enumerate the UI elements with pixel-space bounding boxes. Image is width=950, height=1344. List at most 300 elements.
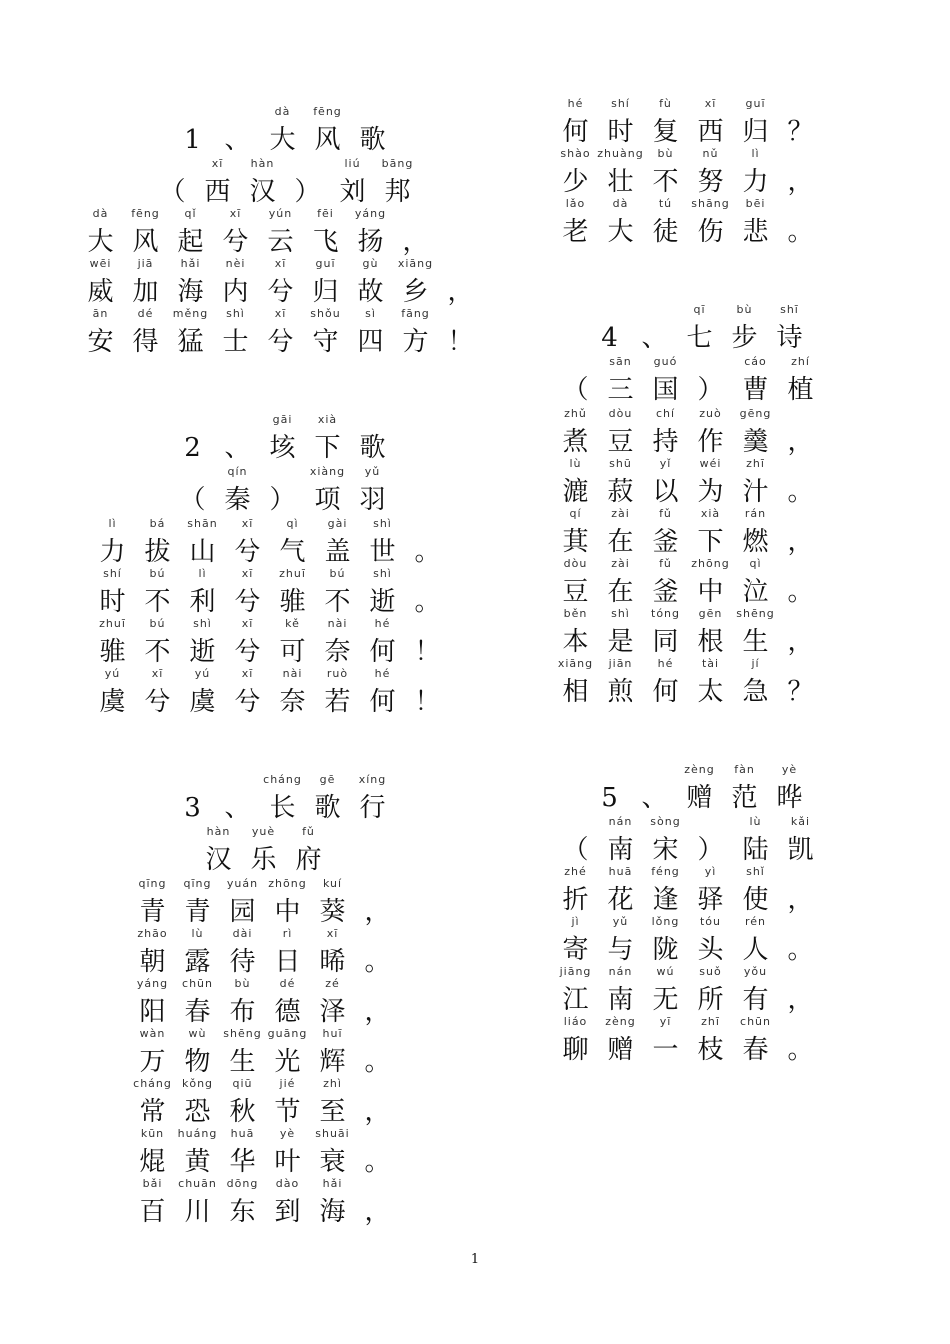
hanzi: 步 — [731, 323, 758, 353]
hanzi: ！ — [414, 637, 441, 667]
glyph — [598, 507, 643, 562]
glyph — [78, 207, 123, 262]
pinyin: zhì — [323, 1077, 342, 1090]
glyph — [315, 617, 360, 672]
pinyin: zé — [325, 977, 340, 990]
pinyin: hǎi — [322, 1177, 343, 1190]
hanzi: 大 — [87, 227, 114, 257]
hanzi: 风 — [132, 227, 159, 257]
glyph — [123, 257, 168, 312]
glyph — [175, 1127, 220, 1182]
hanzi: 少 — [562, 167, 589, 197]
pinyin: suǒ — [699, 965, 722, 978]
hanzi: 范 — [731, 783, 758, 813]
glyph — [220, 1027, 265, 1082]
hanzi: 力 — [742, 167, 769, 197]
pinyin: gēn — [698, 607, 723, 620]
pinyin: sān — [609, 355, 632, 368]
hanzi: 急 — [742, 677, 769, 707]
pinyin: xī — [241, 667, 254, 680]
hanzi: 三 — [607, 375, 634, 405]
glyph — [393, 307, 438, 362]
poem-verse-line — [553, 865, 823, 920]
hanzi: 衰 — [319, 1147, 346, 1177]
glyph — [643, 607, 688, 662]
hanzi: 。 — [414, 587, 441, 617]
hanzi: ， — [787, 985, 814, 1015]
hanzi: 黄 — [184, 1147, 211, 1177]
hanzi: 府 — [295, 845, 322, 875]
glyph — [215, 120, 260, 160]
glyph — [130, 1027, 175, 1082]
poem-verse-line — [553, 965, 823, 1020]
glyph — [90, 567, 135, 622]
glyph — [767, 763, 812, 818]
hanzi: 兮 — [234, 687, 261, 717]
hanzi: 东 — [229, 1197, 256, 1227]
glyph — [195, 157, 240, 212]
hanzi: 汉 — [249, 177, 276, 207]
hanzi: 羽 — [359, 485, 386, 515]
poem-verse-line — [553, 457, 823, 512]
glyph — [598, 457, 643, 512]
glyph — [130, 1077, 175, 1132]
hanzi: 釜 — [652, 577, 679, 607]
hanzi: 诗 — [776, 323, 803, 353]
pinyin: sì — [365, 307, 376, 320]
pinyin: zhāo — [137, 927, 168, 940]
pinyin: féng — [651, 865, 680, 878]
hanzi: 凯 — [787, 835, 814, 865]
glyph — [175, 927, 220, 982]
pinyin: fēi — [317, 207, 334, 220]
pinyin: cáo — [744, 355, 767, 368]
glyph — [265, 977, 310, 1032]
hanzi: 若 — [324, 687, 351, 717]
glyph — [130, 977, 175, 1032]
pinyin: fēng — [313, 105, 342, 118]
hanzi: 乐 — [250, 845, 277, 875]
glyph — [553, 457, 598, 512]
pinyin: hàn — [250, 157, 275, 170]
glyph — [225, 667, 270, 722]
pinyin: shào — [560, 147, 591, 160]
glyph — [220, 977, 265, 1032]
glyph — [78, 257, 123, 312]
glyph — [722, 763, 767, 818]
glyph — [405, 532, 450, 572]
poem-verse-line — [553, 1015, 823, 1070]
pinyin: kě — [285, 617, 300, 630]
glyph — [778, 355, 823, 410]
glyph — [303, 307, 348, 362]
pinyin: hàn — [206, 825, 231, 838]
pinyin: hé — [374, 617, 391, 630]
pinyin: sòng — [650, 815, 681, 828]
hanzi: 大 — [269, 125, 296, 155]
pinyin: qīng — [138, 877, 167, 890]
pinyin: zhōng — [268, 877, 307, 890]
glyph — [598, 557, 643, 612]
pinyin: bú — [149, 617, 166, 630]
pinyin: fǔ — [302, 825, 315, 838]
pinyin: yú — [104, 667, 121, 680]
hanzi: 南 — [607, 835, 634, 865]
glyph — [438, 322, 483, 362]
glyph — [553, 865, 598, 920]
glyph — [135, 517, 180, 572]
hanzi: 壮 — [607, 167, 634, 197]
hanzi: 陆 — [742, 835, 769, 865]
glyph — [220, 1177, 265, 1232]
glyph — [220, 1077, 265, 1132]
pinyin: zhí — [791, 355, 810, 368]
glyph — [130, 1127, 175, 1182]
poem-verse-line — [78, 207, 438, 262]
glyph — [350, 428, 395, 468]
hanzi: 骓 — [99, 637, 126, 667]
pinyin: zuò — [699, 407, 722, 420]
hanzi: ） — [269, 485, 296, 515]
glyph — [350, 773, 395, 828]
hanzi: 使 — [742, 885, 769, 915]
hanzi: 。 — [787, 1035, 814, 1065]
hanzi: 努 — [697, 167, 724, 197]
glyph — [310, 1027, 355, 1082]
pinyin: yè — [781, 763, 798, 776]
hanzi: 泽 — [319, 997, 346, 1027]
glyph — [241, 825, 286, 880]
glyph — [643, 815, 688, 870]
hanzi: 寄 — [562, 935, 589, 965]
glyph — [733, 657, 778, 712]
hanzi: 同 — [652, 627, 679, 657]
hanzi: 威 — [87, 277, 114, 307]
pinyin: shēng — [736, 607, 775, 620]
hanzi: 与 — [607, 935, 634, 965]
hanzi: 在 — [607, 527, 634, 557]
pinyin: hé — [657, 657, 674, 670]
glyph — [123, 207, 168, 262]
pinyin: fǔ — [659, 507, 672, 520]
glyph — [688, 657, 733, 712]
glyph — [90, 667, 135, 722]
poem-verse-line — [553, 147, 823, 202]
poem-verse-line — [90, 667, 450, 722]
glyph — [688, 147, 733, 202]
glyph — [270, 617, 315, 672]
glyph — [733, 607, 778, 662]
glyph — [305, 773, 350, 828]
hanzi: 阳 — [139, 997, 166, 1027]
glyph — [135, 667, 180, 722]
hanzi: 百 — [139, 1197, 166, 1227]
pinyin: xiāng — [397, 257, 434, 270]
glyph — [405, 582, 450, 622]
glyph — [135, 617, 180, 672]
glyph — [553, 197, 598, 252]
pinyin: gēng — [739, 407, 772, 420]
pinyin: xī — [241, 517, 254, 530]
hanzi: 、 — [224, 125, 251, 155]
hanzi: 复 — [652, 117, 679, 147]
hanzi: 川 — [184, 1197, 211, 1227]
pinyin: guó — [653, 355, 678, 368]
glyph — [360, 617, 405, 672]
poem-title — [587, 763, 812, 818]
pinyin: dà — [612, 197, 629, 210]
pinyin: yáng — [136, 977, 169, 990]
pinyin: dōng — [226, 1177, 259, 1190]
pinyin: yáng — [354, 207, 387, 220]
glyph — [348, 257, 393, 312]
glyph — [553, 370, 598, 410]
poem-verse-line — [90, 567, 450, 622]
hanzi: 。 — [364, 1147, 391, 1177]
pinyin: qǐ — [184, 207, 197, 220]
glyph — [733, 965, 778, 1020]
glyph — [180, 617, 225, 672]
glyph — [130, 1177, 175, 1232]
glyph — [170, 428, 215, 468]
glyph — [733, 1015, 778, 1070]
glyph — [270, 667, 315, 722]
pinyin: huā — [230, 1127, 255, 1140]
glyph — [213, 257, 258, 312]
hanzi: 扬 — [357, 227, 384, 257]
hanzi: ， — [787, 627, 814, 657]
poem-verse-line — [130, 1027, 400, 1082]
pinyin: bá — [149, 517, 166, 530]
glyph — [310, 1177, 355, 1232]
pinyin: zhōng — [691, 557, 730, 570]
hanzi: 一 — [652, 1035, 679, 1065]
glyph — [360, 667, 405, 722]
pinyin: tài — [701, 657, 720, 670]
hanzi: 故 — [357, 277, 384, 307]
glyph — [258, 307, 303, 362]
glyph — [135, 567, 180, 622]
hanzi: 花 — [607, 885, 634, 915]
glyph — [310, 1077, 355, 1132]
pinyin: lù — [749, 815, 762, 828]
glyph — [733, 147, 778, 202]
hanzi: 。 — [414, 537, 441, 567]
pinyin: lì — [108, 517, 117, 530]
pinyin: zhé — [564, 865, 587, 878]
glyph — [778, 162, 823, 202]
hanzi: 赠 — [607, 1035, 634, 1065]
glyph — [130, 927, 175, 982]
glyph — [643, 657, 688, 712]
glyph — [310, 877, 355, 932]
glyph — [303, 257, 348, 312]
glyph — [688, 965, 733, 1020]
hanzi: 国 — [652, 375, 679, 405]
hanzi: 折 — [562, 885, 589, 915]
pinyin: shì — [373, 517, 392, 530]
glyph — [597, 147, 644, 202]
pinyin: yú — [194, 667, 211, 680]
pinyin: dòu — [563, 557, 588, 570]
pinyin: yuè — [251, 825, 276, 838]
pinyin: cháng — [263, 773, 302, 786]
pinyin: chūn — [740, 1015, 771, 1028]
glyph — [305, 413, 350, 468]
glyph — [170, 120, 215, 160]
hanzi: 骓 — [279, 587, 306, 617]
poem-verse-line — [130, 877, 400, 932]
glyph — [643, 865, 688, 920]
poem-verse-line — [130, 977, 400, 1032]
hanzi: ？ — [787, 677, 814, 707]
hanzi: ， — [364, 997, 391, 1027]
glyph — [90, 517, 135, 572]
hanzi: 煎 — [607, 677, 634, 707]
poem-verse-line — [553, 607, 823, 662]
hanzi: 中 — [697, 577, 724, 607]
hanzi: 逢 — [652, 885, 679, 915]
glyph — [598, 915, 643, 970]
glyph — [778, 980, 823, 1020]
glyph — [215, 788, 260, 828]
hanzi: 内 — [222, 277, 249, 307]
poem-title — [170, 773, 395, 828]
poem-verse-line — [553, 407, 823, 462]
glyph — [360, 517, 405, 572]
glyph — [598, 197, 643, 252]
glyph — [265, 1077, 310, 1132]
pinyin: yǔ — [612, 915, 629, 928]
hanzi: 恐 — [184, 1097, 211, 1127]
glyph — [688, 370, 733, 410]
hanzi: 安 — [87, 327, 114, 357]
pinyin: xià — [317, 413, 338, 426]
glyph — [778, 472, 823, 512]
hanzi: 虞 — [99, 687, 126, 717]
glyph — [587, 778, 632, 818]
pinyin: bēi — [745, 197, 766, 210]
glyph — [170, 788, 215, 828]
glyph — [355, 992, 400, 1032]
pinyin: zhǔ — [564, 407, 587, 420]
hanzi: 根 — [697, 627, 724, 657]
pinyin: fù — [659, 97, 672, 110]
hanzi: 徒 — [652, 217, 679, 247]
hanzi: 方 — [402, 327, 429, 357]
hanzi: 作 — [697, 427, 724, 457]
hanzi: 人 — [742, 935, 769, 965]
glyph — [688, 915, 733, 970]
pinyin: lù — [569, 457, 582, 470]
glyph — [587, 318, 632, 358]
hanzi: 长 — [269, 793, 296, 823]
pinyin: gài — [327, 517, 348, 530]
glyph — [643, 915, 688, 970]
glyph — [643, 507, 688, 562]
hanzi: 兮 — [144, 687, 171, 717]
poem-verse-line — [130, 1177, 400, 1232]
glyph — [722, 303, 767, 358]
pinyin: chūn — [182, 977, 213, 990]
hanzi: 行 — [359, 793, 386, 823]
glyph — [778, 622, 823, 662]
glyph — [260, 773, 305, 828]
hanzi: 风 — [314, 125, 341, 155]
hanzi: 头 — [697, 935, 724, 965]
pinyin: běn — [563, 607, 588, 620]
glyph — [733, 97, 778, 152]
pinyin: qí — [569, 507, 582, 520]
pinyin: bú — [329, 567, 346, 580]
hanzi: 晔 — [776, 783, 803, 813]
pinyin: yǒu — [743, 965, 768, 978]
glyph — [733, 557, 778, 612]
glyph — [598, 607, 643, 662]
hanzi: 春 — [742, 1035, 769, 1065]
pinyin: dài — [232, 927, 253, 940]
glyph — [643, 355, 688, 410]
hanzi: 萁 — [562, 527, 589, 557]
hanzi: 焜 — [139, 1147, 166, 1177]
pinyin: bāng — [381, 157, 414, 170]
hanzi: ， — [364, 1097, 391, 1127]
hanzi: ！ — [414, 687, 441, 717]
pinyin: shuāi — [315, 1127, 350, 1140]
hanzi: ） — [697, 375, 724, 405]
glyph — [78, 307, 123, 362]
glyph — [643, 965, 688, 1020]
glyph — [240, 157, 285, 212]
glyph — [285, 172, 330, 212]
glyph — [688, 830, 733, 870]
glyph — [286, 825, 331, 880]
pinyin: bù — [234, 977, 251, 990]
hanzi: 下 — [314, 433, 341, 463]
pinyin: wù — [188, 1027, 207, 1040]
pinyin: qiū — [232, 1077, 253, 1090]
glyph — [175, 977, 220, 1032]
hanzi: 露 — [184, 947, 211, 977]
glyph — [553, 557, 598, 612]
pinyin: xī — [326, 927, 339, 940]
pinyin: xī — [241, 567, 254, 580]
hanzi: ， — [364, 1197, 391, 1227]
hanzi: 。 — [787, 577, 814, 607]
hanzi: 奈 — [324, 637, 351, 667]
glyph — [553, 407, 598, 462]
hanzi: ） — [294, 177, 321, 207]
pinyin: xī — [704, 97, 717, 110]
hanzi: 刘 — [339, 177, 366, 207]
hanzi: 得 — [132, 327, 159, 357]
hanzi: 、 — [641, 323, 668, 353]
glyph — [175, 1077, 220, 1132]
hanzi: 赠 — [686, 783, 713, 813]
hanzi: 歌 — [314, 793, 341, 823]
pinyin: bǎi — [142, 1177, 163, 1190]
glyph — [688, 865, 733, 920]
pinyin: huī — [322, 1027, 343, 1040]
poem-verse-line — [553, 657, 823, 712]
glyph — [225, 617, 270, 672]
glyph — [643, 557, 688, 612]
pinyin: nèi — [225, 257, 246, 270]
hanzi: 伤 — [697, 217, 724, 247]
hanzi: 相 — [562, 677, 589, 707]
glyph — [778, 672, 823, 712]
pinyin: dào — [275, 1177, 300, 1190]
